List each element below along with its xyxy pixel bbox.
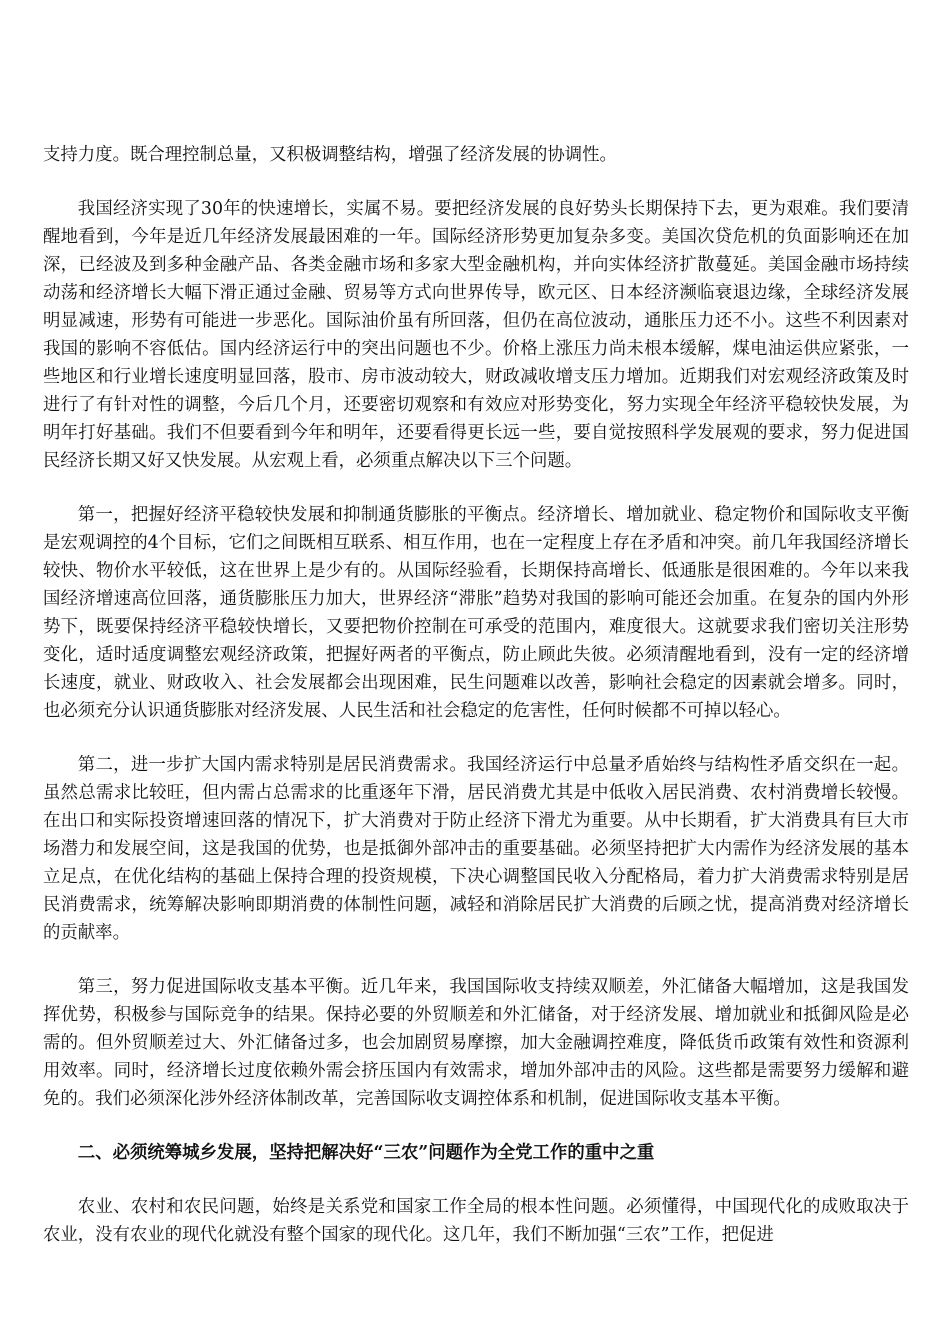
paragraph-gap xyxy=(43,475,909,501)
paragraph-gap xyxy=(43,1113,909,1139)
paragraph-third-point: 第三，努力促进国际收支基本平衡。近几年来，我国国际收支持续双顺差，外汇储备大幅增加，这是我国发挥优势，积极参与国际竞争的结果。保持必要的外贸顺差和外汇储备，对于经济发展、增加就业和抵御风险是必需的。但外贸顺差过大、外汇储备过多，也会加剧贸易摩擦，加大金融调控难度，降低货币政策有效性和资源利用效率。同时，经济增长过度依赖外需会挤压国内有效需求，增加外部冲击的风险。这些都是需要努力缓解和避免的。我们必须深化涉外经济体制改革，完善国际收支调控体系和机制，促进国际收支基本平衡。 xyxy=(43,977,909,1109)
paragraph-agriculture: 农业、农村和农民问题，始终是关系党和国家工作全局的根本性问题。必须懂得，中国现代化的成败取决于农业，没有农业的现代化就没有整个国家的现代化。这几年，我们不断加强“三农”工作，把促进 xyxy=(43,1197,909,1245)
section-heading: 二、必须统筹城乡发展，坚持把解决好“三农”问题作为全党工作的重中之重 xyxy=(77,1143,655,1163)
paragraph-continuation: 支持力度。既合理控制总量，又积极调整结构，增强了经济发展的协调性。 xyxy=(43,145,617,165)
paragraph-second-point: 第二，进一步扩大国内需求特别是居民消费需求。我国经济运行中总量矛盾始终与结构性矛盾交织在一起。虽然总需求比较旺，但内需占总需求的比重逐年下滑，居民消费尤其是中低收入居民消费、农村消费增长较慢。在出口和实际投资增速回落的情况下，扩大消费对于防止经济下滑尤为重要。从中长期看，扩大消费具有巨大市场潜力和发展空间，这是我国的优势，也是抵御外部冲击的重要基础。必须坚持把扩大内需作为经济发展的基本立足点，在优化结构的基础上保持合理的投资规模，下决心调整国民收入分配格局，着力扩大消费需求特别是居民消费需求，统筹解决影响即期消费的体制性问题，减轻和消除居民扩大消费的后顾之忧，提高消费对经济增长的贡献率。 xyxy=(43,755,909,943)
paragraph-gap xyxy=(43,947,909,973)
paragraph-economic-growth: 我国经济实现了30年的快速增长，实属不易。要把经济发展的良好势头长期保持下去，更为艰难。我们要清醒地看到，今年是近几年经济发展最困难的一年。国际经济形势更加复杂多变。美国次贷危机的负面影响还在加深，已经波及到多种金融产品、各类金融市场和多家大型金融机构，并向实体经济扩散蔓延。美国金融市场持续动荡和经济增长大幅下滑正通过金融、贸易等方式向世界传导，欧元区、日本经济濒临衰退边缘，全球经济发展明显减速，形势有可能进一步恶化。国际油价虽有所回落，但仍在高位波动，通胀压力还不小。这些不利因素对我国的影响不容低估。国内经济运行中的突出问题也不少。价格上涨压力尚未根本缓解，煤电油运供应紧张，一些地区和行业增长速度明显回落，股市、房市波动较大，财政减收增支压力增加。近期我们对宏观经济政策及时进行了有针对性的调整，今后几个月，还要密切观察和有效应对形势变化，努力实现全年经济平稳较快发展，为明年打好基础。我们不但要看到今年和明年，还要看得更长远一些，要自觉按照科学发展观的要求，努力促进国民经济长期又好又快发展。从宏观上看，必须重点解决以下三个问题。 xyxy=(43,199,909,471)
paragraph-gap xyxy=(43,1167,909,1193)
document-page xyxy=(43,141,909,1249)
paragraph-gap xyxy=(43,169,909,195)
paragraph-gap xyxy=(43,725,909,751)
paragraph-first-point: 第一，把握好经济平稳较快发展和抑制通货膨胀的平衡点。经济增长、增加就业、稳定物价和国际收支平衡是宏观调控的4个目标，它们之间既相互联系、相互作用，也在一定程度上存在矛盾和冲突。前几年我国经济增长较快、物价水平较低，这在世界上是少有的。从国际经验看，长期保持高增长、低通胀是很困难的。今年以来我国经济增速高位回落，通货膨胀压力加大，世界经济“滞胀”趋势对我国的影响可能还会加重。在复杂的国内外形势下，既要保持经济平稳较快增长，又要把物价控制在可承受的范围内，难度很大。这就要求我们密切关注形势变化，适时适度调整宏观经济政策，把握好两者的平衡点，防止顾此失彼。必须清醒地看到，没有一定的经济增长速度，就业、财政收入、社会发展都会出现困难，民生问题难以改善，影响社会稳定的因素就会增多。同时，也必须充分认识通货膨胀对经济发展、人民生活和社会稳定的危害性，任何时候都不可掉以轻心。 xyxy=(43,505,909,721)
